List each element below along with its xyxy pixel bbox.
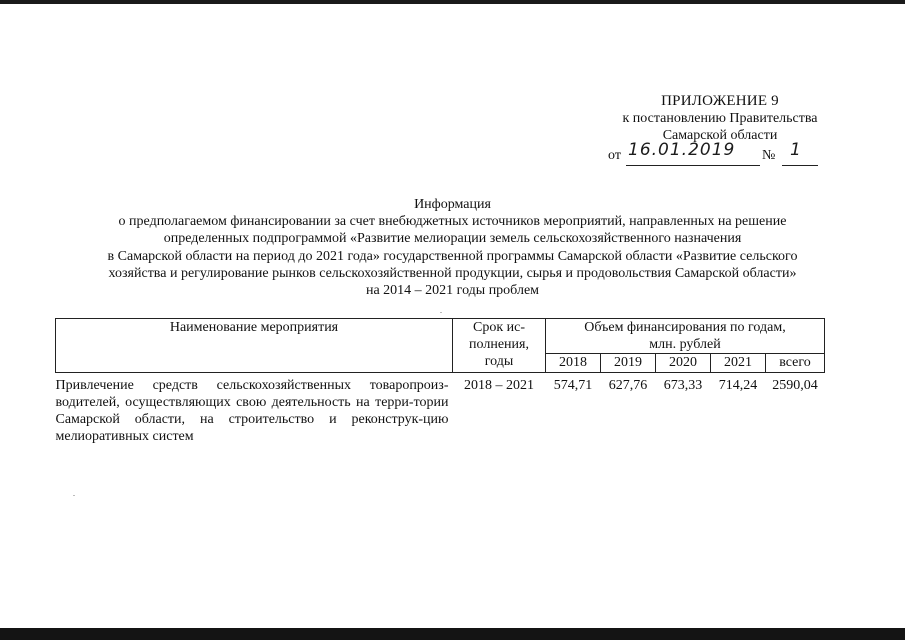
heading-line-1: о предполагаемом финансировании за счет внебюджетных источников мероприятий, направленных на решение <box>118 214 787 230</box>
heading-line-3: в Самарской области на период до 2021 года» государственной программы Самарской области «Развитие сельского <box>107 248 798 264</box>
decree-date-line <box>608 140 828 166</box>
row-name: Привлечение средств сельскохозяйственных товаропроиз-водителей, осуществляющих свою деятельность на терри-тории Самарской области, на строительство и реконструк-цию мелиоративных систем <box>55 378 449 444</box>
header-financing-line-1: Объем финансирования по годам, <box>584 320 786 335</box>
header-financing-line-2: млн. рублей <box>649 337 721 352</box>
annex-block <box>600 93 840 144</box>
header-name <box>56 319 453 373</box>
scan-edge-bottom <box>0 628 905 640</box>
number-prefix: № <box>762 148 776 163</box>
row-value-2018: 574,71 <box>553 378 593 393</box>
row-value-2020: 673,33 <box>663 378 703 393</box>
table-row <box>56 373 825 446</box>
date-handwritten: 16.01.2019 <box>628 140 736 160</box>
header-term <box>453 319 546 373</box>
date-prefix: от <box>608 148 621 163</box>
header-term-line-1: Срок ис- <box>472 320 525 335</box>
header-total: всего <box>766 354 825 373</box>
annex-line-1: к постановлению Правительства <box>622 111 818 126</box>
header-year-2020: 2020 <box>656 354 711 373</box>
heading-line-4: хозяйства и регулирование рынков сельскохозяйственной продукции, сырья и продовольствия Самарской области» <box>108 265 797 281</box>
header-year-2021: 2021 <box>711 354 766 373</box>
date-underline <box>626 165 760 166</box>
scan-edge-top <box>0 0 905 4</box>
heading-title: Информация <box>414 197 491 212</box>
header-year-2018: 2018 <box>546 354 601 373</box>
scan-speck <box>73 495 75 496</box>
row-value-2021: 714,24 <box>718 378 758 393</box>
annex-line-2: Самарской области <box>662 128 778 143</box>
header-financing <box>546 319 825 354</box>
header-name-label: Наименование мероприятия <box>169 320 339 335</box>
row-value-2019: 627,76 <box>608 378 648 393</box>
heading-line-5: на 2014 – 2021 годы проблем <box>365 283 540 299</box>
heading-line-2: определенных подпрограммой «Развитие мелиорации земель сельскохозяйственного назначения <box>163 231 742 247</box>
header-term-line-2: полнения, <box>469 337 529 352</box>
number-underline <box>782 165 818 166</box>
header-year-2019: 2019 <box>601 354 656 373</box>
number-handwritten: 1 <box>790 140 802 160</box>
financing-table <box>55 318 825 445</box>
document-heading <box>40 196 865 299</box>
annex-title: ПРИЛОЖЕНИЕ 9 <box>661 93 779 109</box>
row-total: 2590,04 <box>772 378 818 393</box>
row-term: 2018 – 2021 <box>464 378 534 393</box>
header-term-line-3: годы <box>484 354 514 369</box>
scan-speck <box>440 312 442 313</box>
